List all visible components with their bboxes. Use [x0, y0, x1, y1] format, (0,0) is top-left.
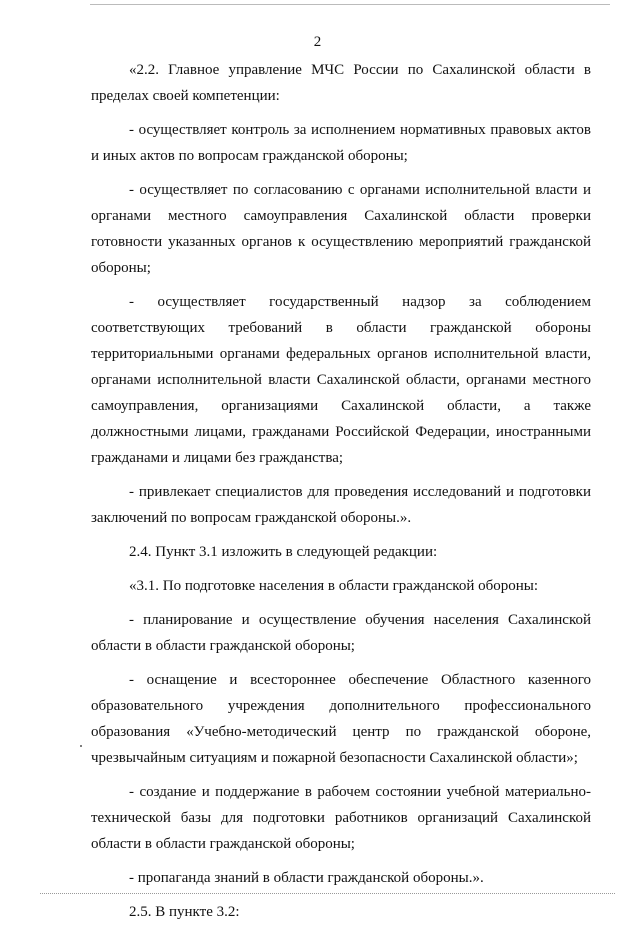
- scan-bottom-edge-line: [40, 893, 615, 894]
- scan-top-edge-line: [90, 4, 610, 5]
- paragraph-2-5: 2.5. В пункте 3.2:: [129, 904, 240, 920]
- page-number: 2: [313, 34, 322, 50]
- paragraph-material-base: - создание и поддержание в рабочем состоянии учебной материально-технической базы для подготовки работников организаций Сахалинской области в области гражданской обороны;: [91, 784, 591, 852]
- paragraph-equipment: - оснащение и всестороннее обеспечение Областного казенного образовательного учреждения дополнительного профессионального образования «Учебно-методический центр по гражданской обороне, чрезвычайным ситуациям и пожарной безопасности Сахалинской области»;: [91, 672, 591, 766]
- paragraph-2-2-intro: «2.2. Главное управление МЧС России по Сахалинской области в пределах своей компетенции:: [91, 62, 591, 104]
- paragraph-propaganda: - пропаганда знаний в области гражданской обороны.».: [129, 870, 484, 886]
- paragraph-2-4: 2.4. Пункт 3.1 изложить в следующей редакции:: [129, 544, 438, 560]
- paragraph-training-planning: - планирование и осуществление обучения населения Сахалинской области в области гражданской обороны;: [91, 612, 591, 654]
- document-body: [91, 57, 591, 933]
- scan-speck: [80, 745, 82, 747]
- paragraph-inspections: - осуществляет по согласованию с органами исполнительной власти и органами местного самоуправления Сахалинской области проверки готовности указанных органов к осуществлению мероприятий гражданской обороны;: [91, 182, 591, 276]
- paragraph-state-supervision: - осуществляет государственный надзор за соблюдением соответствующих требований в области гражданской обороны территориальными органами федеральных органов исполнительной власти, органами исполнительной власти Сахалинской области, органами местного самоуправления, организациями Сахалинской области, а также должностными лицами, гражданами Российской Федерации, иностранными гражданами и лицами без гражданства;: [91, 294, 591, 466]
- paragraph-specialists: - привлекает специалистов для проведения исследований и подготовки заключений по вопросам гражданской обороны.».: [91, 484, 591, 526]
- paragraph-3-1-title: «3.1. По подготовке населения в области гражданской обороны:: [129, 578, 539, 594]
- paragraph-control: - осуществляет контроль за исполнением нормативных правовых актов и иных актов по вопросам гражданской обороны;: [91, 122, 591, 164]
